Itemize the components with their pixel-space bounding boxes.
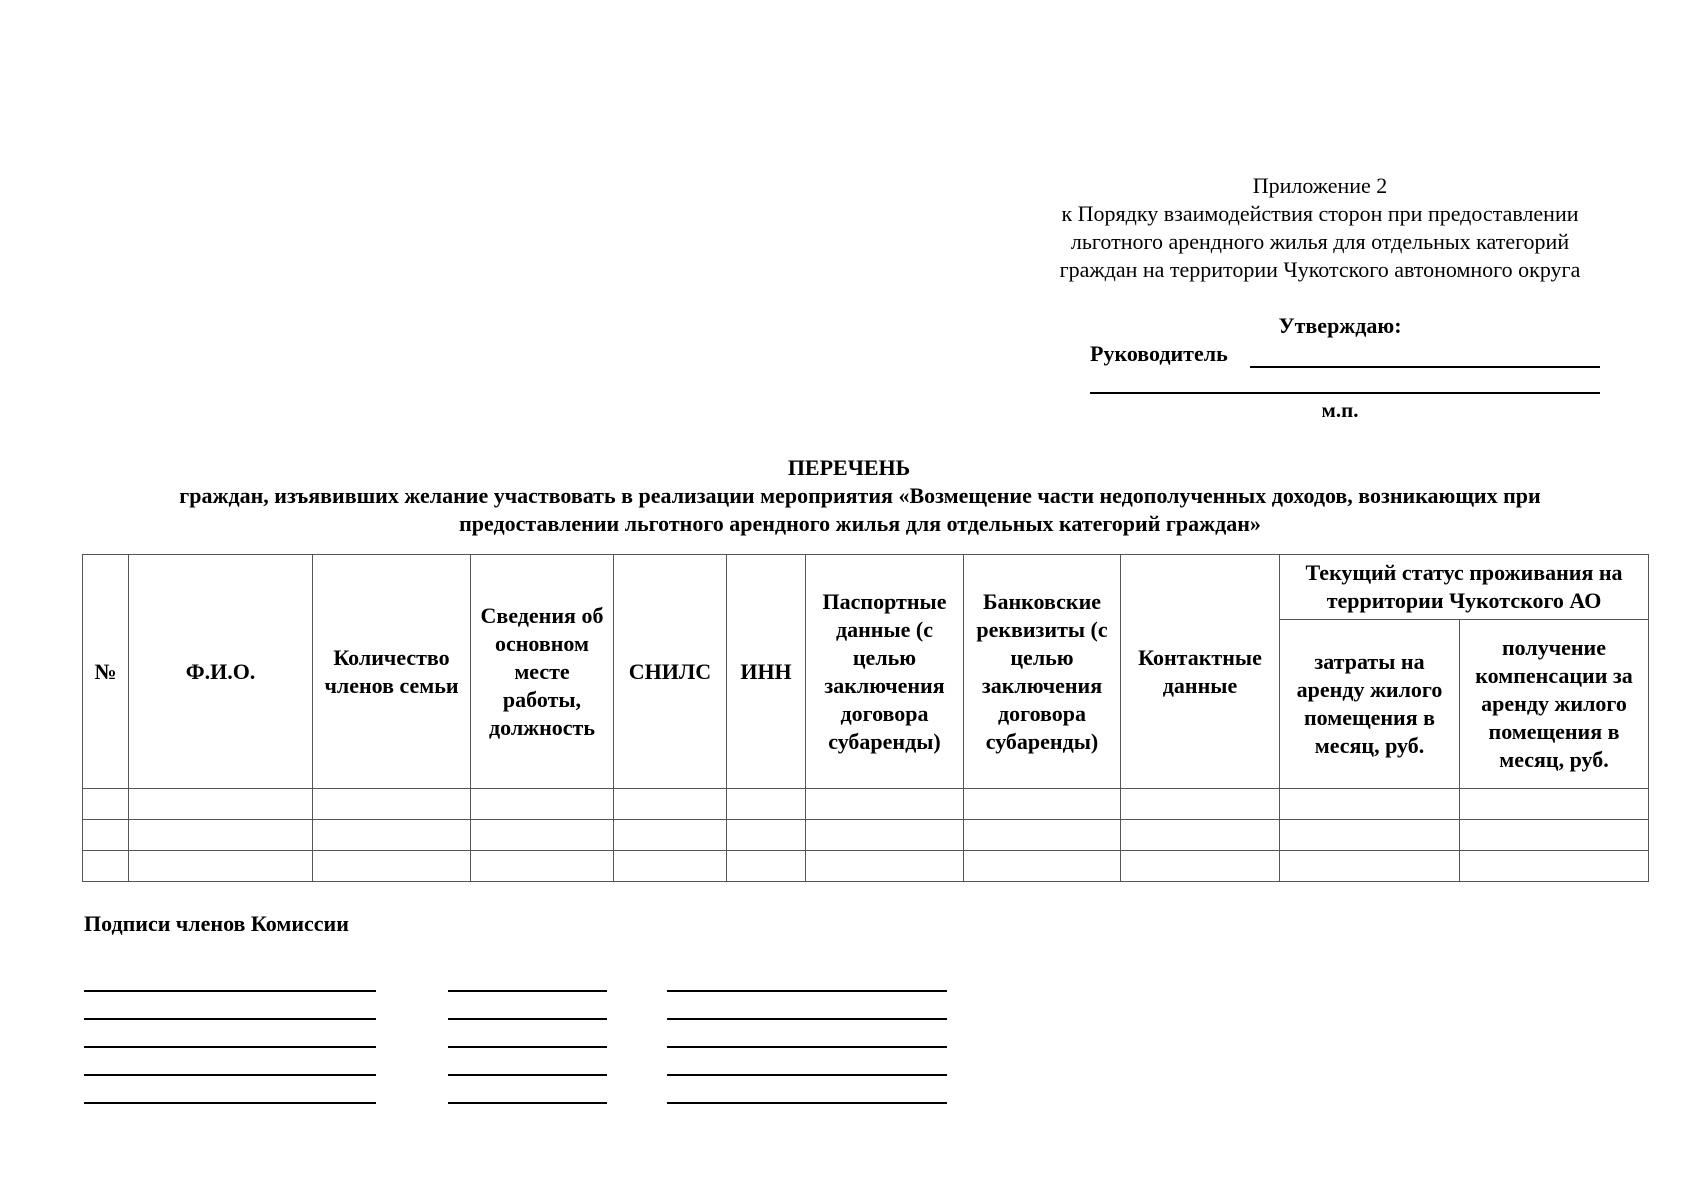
header-residence-status: Текущий статус проживания на территории Чукотского АО bbox=[1280, 555, 1649, 620]
table-cell bbox=[614, 789, 727, 820]
table-cell bbox=[1121, 820, 1280, 851]
appendix-line: граждан на территории Чукотского автономного округа bbox=[1059, 257, 1581, 282]
approval-title: Утверждаю: bbox=[1278, 313, 1402, 338]
header-compensation: получение компенсации за аренду жилого помещения в месяц, руб. bbox=[1460, 620, 1649, 789]
signature-line bbox=[448, 1046, 607, 1048]
signature-line bbox=[667, 1102, 947, 1104]
signature-line bbox=[84, 1046, 376, 1048]
signature-line bbox=[84, 1074, 376, 1076]
head-signature-line bbox=[1250, 366, 1600, 368]
header-bank-details: Банковские реквизиты (с целью заключения договора субаренды) bbox=[964, 555, 1121, 789]
table-cell bbox=[1280, 820, 1460, 851]
table-row bbox=[83, 789, 1649, 820]
signature-line bbox=[667, 1018, 947, 1020]
header-inn: ИНН bbox=[727, 555, 806, 789]
table-cell bbox=[1460, 820, 1649, 851]
table-cell bbox=[1460, 851, 1649, 882]
header-snils: СНИЛС bbox=[614, 555, 727, 789]
table-cell bbox=[806, 789, 964, 820]
signature-line bbox=[448, 1074, 607, 1076]
signature-line bbox=[667, 990, 947, 992]
signature-line bbox=[448, 1018, 607, 1020]
table-cell bbox=[471, 789, 614, 820]
citizens-table bbox=[82, 554, 1649, 882]
table-cell bbox=[313, 820, 471, 851]
table-row bbox=[83, 820, 1649, 851]
table-cell bbox=[83, 789, 129, 820]
list-title: ПЕРЕЧЕНЬ bbox=[787, 455, 911, 480]
table-cell bbox=[727, 851, 806, 882]
head-signature-row bbox=[1090, 341, 1610, 371]
table-cell bbox=[83, 820, 129, 851]
table-cell bbox=[614, 851, 727, 882]
table-row bbox=[83, 851, 1649, 882]
signature-line bbox=[84, 990, 376, 992]
table-cell bbox=[1280, 789, 1460, 820]
header-work-info: Сведения об основном месте работы, должность bbox=[471, 555, 614, 789]
table-cell bbox=[83, 851, 129, 882]
table-cell bbox=[1121, 789, 1280, 820]
head-label: Руководитель bbox=[1090, 341, 1228, 366]
table-cell bbox=[471, 851, 614, 882]
list-subtitle bbox=[80, 482, 1640, 538]
appendix-block bbox=[1020, 172, 1620, 284]
table-cell bbox=[129, 851, 313, 882]
table-cell bbox=[806, 820, 964, 851]
signature-line bbox=[448, 990, 607, 992]
table-cell bbox=[964, 851, 1121, 882]
header-contacts: Контактные данные bbox=[1121, 555, 1280, 789]
table-cell bbox=[129, 789, 313, 820]
table-cell bbox=[1280, 851, 1460, 882]
table-cell bbox=[964, 820, 1121, 851]
header-fio: Ф.И.О. bbox=[129, 555, 313, 789]
table-cell bbox=[313, 789, 471, 820]
list-subtitle-line: граждан, изъявивших желание участвовать в реализации мероприятия «Возмещение части недополученных доходов, возникающих при bbox=[179, 483, 1541, 508]
table-cell bbox=[964, 789, 1121, 820]
head-signature-line-2 bbox=[1090, 392, 1600, 394]
header-family-count: Количество членов семьи bbox=[313, 555, 471, 789]
table-cell bbox=[806, 851, 964, 882]
signature-line bbox=[84, 1018, 376, 1020]
header-passport: Паспортные данные (с целью заключения договора субаренды) bbox=[806, 555, 964, 789]
appendix-line: льготного арендного жилья для отдельных категорий bbox=[1070, 229, 1570, 254]
signature-line bbox=[667, 1046, 947, 1048]
table-cell bbox=[1121, 851, 1280, 882]
table-cell bbox=[727, 789, 806, 820]
stamp-label: м.п. bbox=[1321, 398, 1359, 422]
table-cell bbox=[313, 851, 471, 882]
signatures-title: Подписи членов Комиссии bbox=[84, 911, 349, 936]
appendix-line: к Порядку взаимодействия сторон при предоставлении bbox=[1061, 201, 1579, 226]
signature-line bbox=[667, 1074, 947, 1076]
table-cell bbox=[471, 820, 614, 851]
table-cell bbox=[1460, 789, 1649, 820]
table-cell bbox=[727, 820, 806, 851]
signature-line bbox=[84, 1102, 376, 1104]
appendix-number: Приложение 2 bbox=[1252, 173, 1388, 198]
header-number: № bbox=[83, 555, 129, 789]
table-cell bbox=[614, 820, 727, 851]
header-rent-cost: затраты на аренду жилого помещения в месяц, руб. bbox=[1280, 620, 1460, 789]
signature-line bbox=[448, 1102, 607, 1104]
list-subtitle-line: предоставлении льготного арендного жилья для отдельных категорий граждан» bbox=[459, 511, 1261, 536]
table-cell bbox=[129, 820, 313, 851]
